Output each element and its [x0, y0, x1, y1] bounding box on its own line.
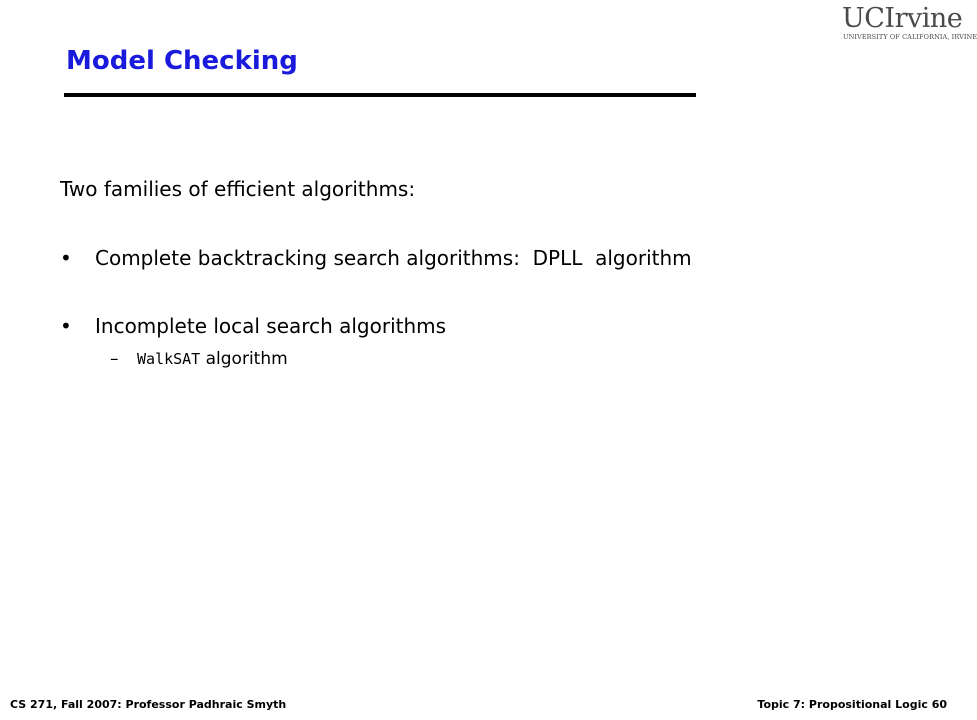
intro-text: Two families of efficient algorithms: — [60, 177, 416, 201]
bullet-icon: • — [60, 246, 72, 270]
bullet-item-local-search: Incomplete local search algorithms — [95, 314, 447, 338]
title-underline — [64, 93, 696, 97]
footer-topic: Topic 7: Propositional Logic 60 — [757, 698, 947, 711]
bullet-icon: • — [60, 314, 72, 338]
walksat-code: WalkSAT — [137, 350, 201, 368]
bullet-item-dpll: Complete backtracking search algorithms: DPLL algorithm — [95, 246, 692, 270]
slide-title: Model Checking — [66, 46, 298, 76]
footer-course: CS 271, Fall 2007: Professor Padhraic Smyth — [10, 698, 287, 711]
uc-irvine-logo — [842, 3, 977, 42]
sub-bullet-walksat — [137, 349, 288, 369]
logo-subtitle: UNIVERSITY OF CALIFORNIA, IRVINE — [843, 33, 977, 41]
logo-wordmark: UCIrvine — [842, 3, 963, 34]
walksat-suffix: algorithm — [200, 349, 288, 369]
dash-icon: – — [110, 349, 119, 369]
